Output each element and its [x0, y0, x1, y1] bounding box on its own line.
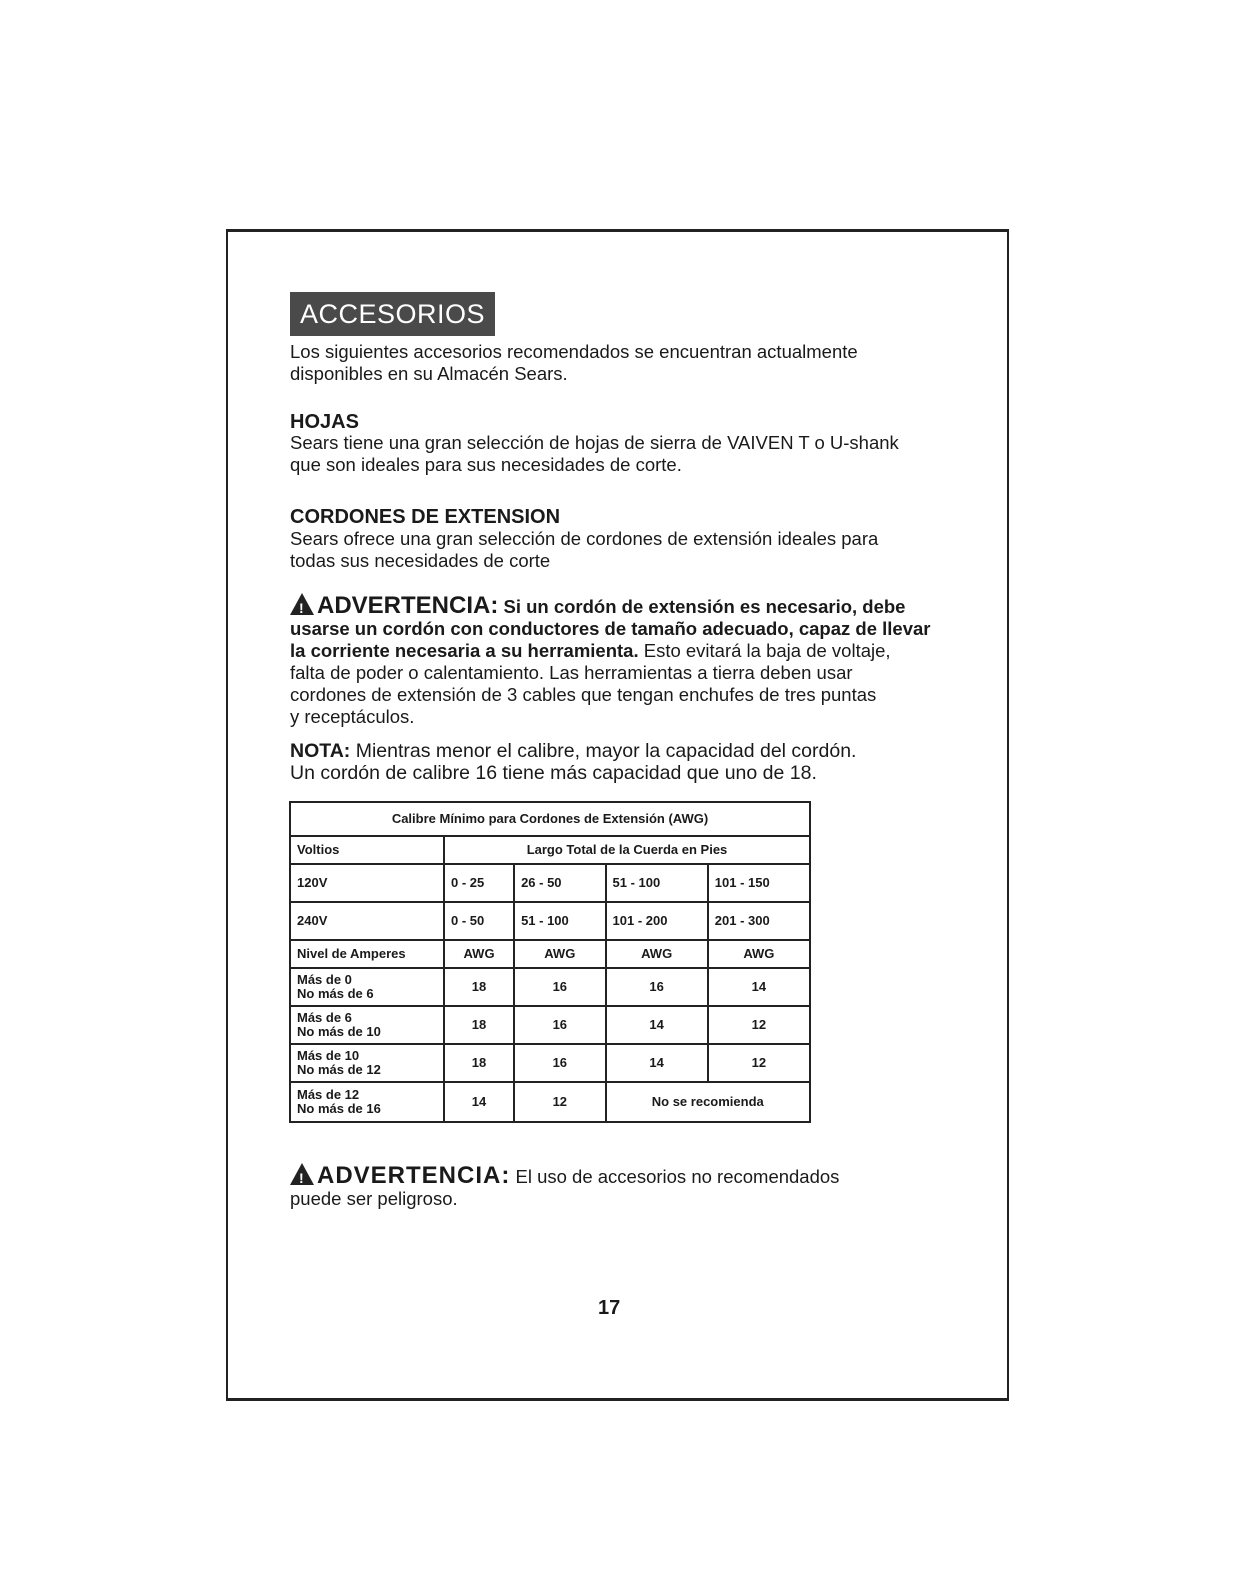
row-120v-label: 120V [290, 864, 444, 902]
page-number: 17 [598, 1297, 621, 1319]
awg-cell: 14 [444, 1082, 514, 1122]
amp-row-label [290, 1006, 444, 1044]
header-awg-3: AWG [606, 940, 708, 968]
intro-line-1: Los siguientes accesorios recomendados se encuentran actualmente [290, 341, 858, 362]
hojas-line-1: Sears tiene una gran selección de hojas de sierra de VAIVEN T o U-shank [290, 432, 899, 453]
awg-cell: 18 [444, 968, 514, 1006]
amp-min: Más de 6 [297, 1010, 352, 1025]
header-largo: Largo Total de la Cuerda en Pies [444, 836, 810, 864]
awg-cell: 16 [514, 968, 605, 1006]
awg-cell: 16 [514, 1006, 605, 1044]
awg-cell: 14 [708, 968, 810, 1006]
section-title: ACCESORIOS [290, 292, 495, 336]
awg-cell: 12 [514, 1082, 605, 1122]
warning-line-6: y receptáculos. [290, 706, 415, 727]
cordones-line-1: Sears ofrece una gran selección de cordones de extensión ideales para [290, 528, 879, 549]
header-awg-4: AWG [708, 940, 810, 968]
header-voltios: Voltios [290, 836, 444, 864]
amp-row-label [290, 1082, 444, 1122]
cell-240-3: 201 - 300 [708, 902, 810, 940]
cell-240-0: 0 - 50 [444, 902, 514, 940]
cell-120-2: 51 - 100 [606, 864, 708, 902]
header-amperes: Nivel de Amperes [290, 940, 444, 968]
amp-min: Más de 12 [297, 1087, 360, 1102]
warning-bold-1: Si un cordón de extensión es necesario, debe [503, 596, 906, 617]
amp-min: Más de 10 [297, 1048, 360, 1063]
hojas-line-2: que son ideales para sus necesidades de corte. [290, 454, 682, 475]
warning-line-5: cordones de extensión de 3 cables que tengan enchufes de tres puntas [290, 684, 877, 705]
amp-max: No más de 16 [297, 1101, 381, 1116]
warning-lead: ADVERTENCIA: [317, 592, 499, 619]
amp-max: No más de 12 [297, 1062, 381, 1077]
not-recommended-cell: No se recomienda [606, 1082, 810, 1122]
nota-line-1 [290, 740, 856, 762]
awg-cell: 12 [708, 1044, 810, 1082]
warning-icon [290, 593, 314, 615]
nota-line-2: Un cordón de calibre 16 tiene más capacidad que uno de 18. [290, 762, 817, 784]
awg-table [289, 801, 811, 1123]
cell-120-3: 101 - 150 [708, 864, 810, 902]
warning-line-4: falta de poder o calentamiento. Las herramientas a tierra deben usar [290, 662, 853, 683]
header-awg-1: AWG [444, 940, 514, 968]
awg-cell: 14 [606, 1006, 708, 1044]
warning-icon [290, 1163, 314, 1185]
warning-rest-3: Esto evitará la baja de voltaje, [643, 640, 891, 661]
warning2-text-2: puede ser peligroso. [290, 1188, 458, 1209]
nota-label: NOTA: [290, 740, 351, 762]
cell-240-1: 51 - 100 [514, 902, 605, 940]
amp-min: Más de 0 [297, 972, 352, 987]
cell-120-0: 0 - 25 [444, 864, 514, 902]
cell-240-2: 101 - 200 [606, 902, 708, 940]
awg-cell: 18 [444, 1044, 514, 1082]
awg-cell: 18 [444, 1006, 514, 1044]
warning-extension [290, 593, 960, 728]
cordones-line-2: todas sus necesidades de corte [290, 550, 551, 571]
warning2-text: El uso de accesorios no recomendados [515, 1166, 840, 1187]
amp-row-label [290, 1044, 444, 1082]
warning-bold-2: usarse un cordón con conductores de tamaño adecuado, capaz de llevar [290, 618, 931, 639]
amp-max: No más de 6 [297, 986, 374, 1001]
nota-text-1: Mientras menor el calibre, mayor la capacidad del cordón. [355, 740, 857, 762]
amp-max: No más de 10 [297, 1024, 381, 1039]
awg-cell: 14 [606, 1044, 708, 1082]
table-title: Calibre Mínimo para Cordones de Extensión (AWG) [290, 802, 810, 836]
hojas-heading: HOJAS [290, 411, 359, 433]
amp-row-label [290, 968, 444, 1006]
awg-cell: 16 [514, 1044, 605, 1082]
header-awg-2: AWG [514, 940, 605, 968]
awg-cell: 12 [708, 1006, 810, 1044]
warning2-lead: ADVERTENCIA: [317, 1162, 511, 1189]
cell-120-1: 26 - 50 [514, 864, 605, 902]
warning-bold-3: la corriente necesaria a su herramienta. [290, 640, 639, 661]
row-240v-label: 240V [290, 902, 444, 940]
awg-cell: 16 [606, 968, 708, 1006]
warning-accessories [290, 1163, 960, 1210]
intro-line-2: disponibles en su Almacén Sears. [290, 363, 568, 384]
cordones-heading: CORDONES DE EXTENSION [290, 506, 561, 528]
